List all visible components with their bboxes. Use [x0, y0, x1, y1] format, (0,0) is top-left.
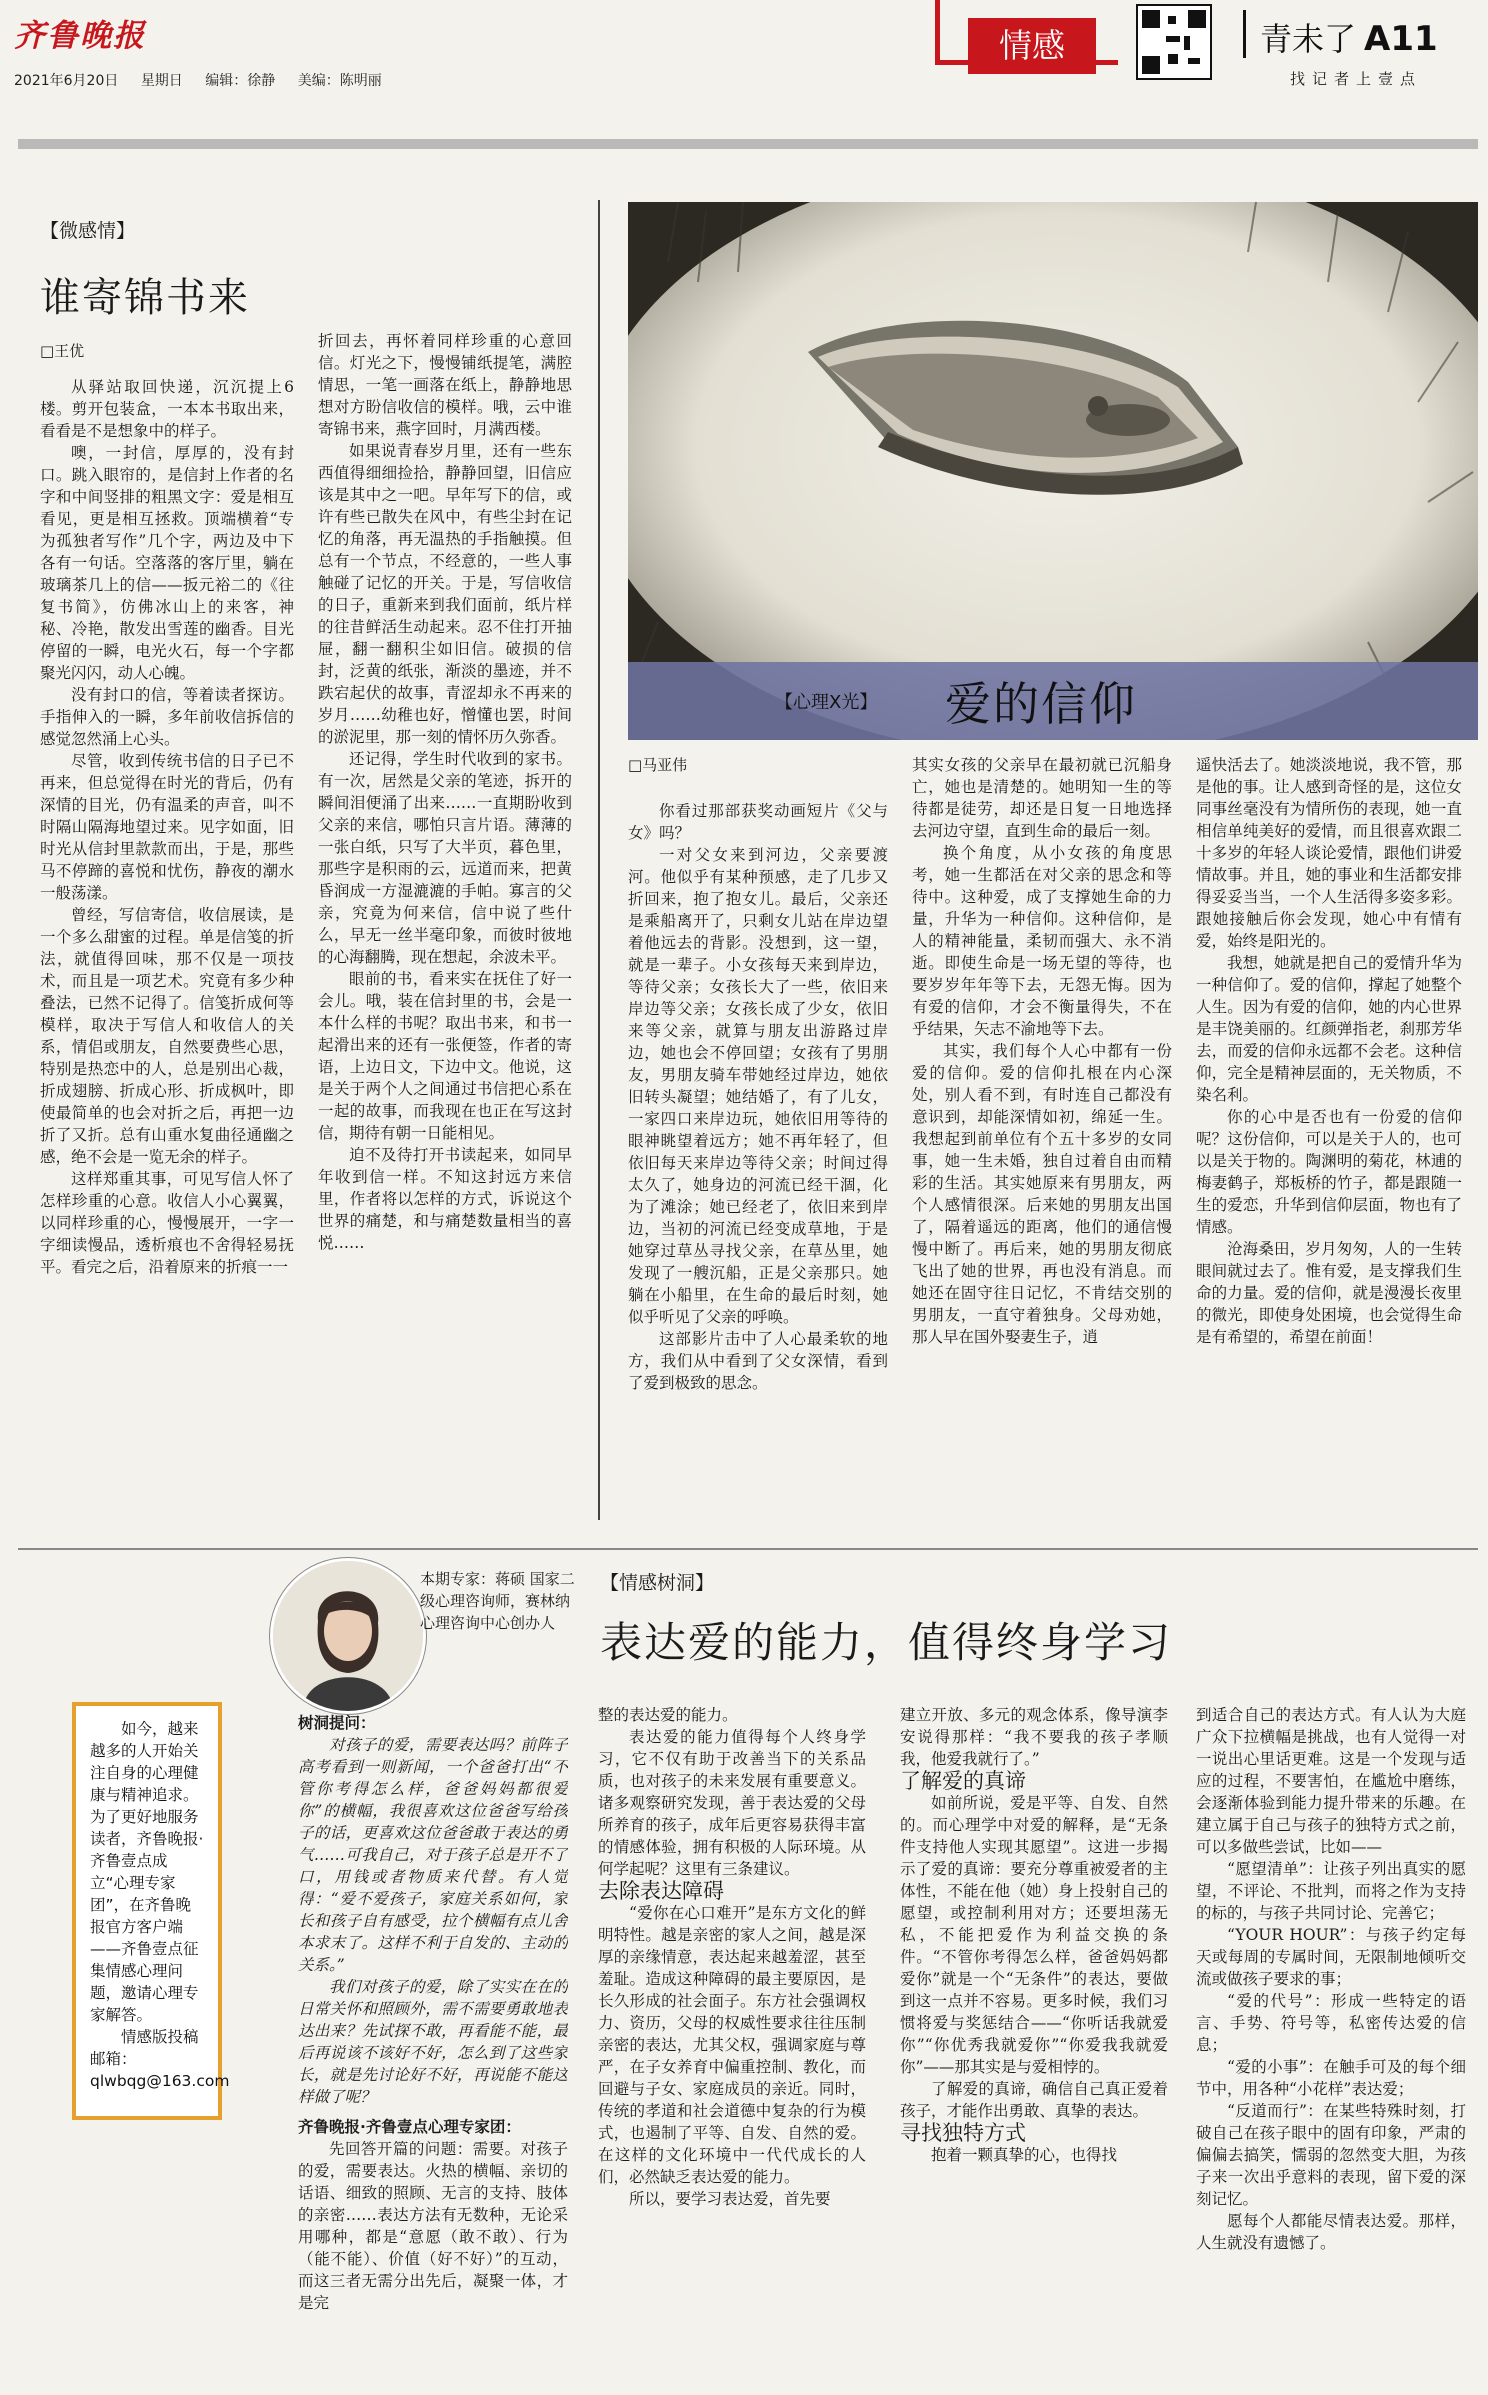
- paragraph: 你看过那部获奖动画短片《父与女》吗？: [628, 802, 888, 842]
- article2-photo: [628, 202, 1478, 740]
- article3-column-2: [598, 1704, 866, 2384]
- editor-credit: 编辑：徐静: [205, 73, 276, 89]
- paragraph: 沧海桑田，岁月匆匆，人的一生转眼间就过去了。惟有爱，是支撑我们生命的力量。爱的信仰，就是漫漫长夜里的微光，即使身处困境，也会觉得生命是有希望的，希望在前面！: [1196, 1240, 1462, 1346]
- paragraph: 先回答开篇的问题：需要。对孩子的爱，需要表达。火热的横幅、亲切的话语、细致的照顾、无言的支持、肢体的亲密……表达方法有无数种，无论采用哪种，都是“意愿（敢不敢）、行为（能不能）、价值（好不好）”的互动，而这三者无需分出先后，凝聚一体，才是完: [298, 2140, 568, 2312]
- paragraph: 没有封口的信，等着读者探访。手指伸入的一瞬，多年前收信拆信的感觉忽然涌上心头。: [40, 686, 294, 748]
- article2-column-3: [1196, 754, 1462, 1524]
- paragraph: 对孩子的爱，需要表达吗？前阵子高考看到一则新闻，一个爸爸打出“不管你考得怎么样，爸爸妈妈都很爱你”的横幅，我很喜欢这位爸爸写给孩子的话，更喜欢这位爸爸敢于表达的勇气……可我自己，对于孩子总是开不了口，用钱或者物质来代替。有人觉得：“爱不爱孩子，家庭关系如何，家长和孩子自有感受，拉个横幅有点儿舍本求末了。这样不利于自发的、主动的关系。”: [298, 1736, 568, 1974]
- issue-meta: [14, 70, 400, 90]
- paragraph: 噢，一封信，厚厚的，没有封口。跳入眼帘的，是信封上作者的名字和中间竖排的粗黑文字：爱是相互看见，更是相互拯救。顶端横着“专为孤独者写作”几个字，两边及中下各有一句话。空落落的客厅里，躺在玻璃茶几上的信——扳元裕二的《往复书简》，仿佛冰山上的来客，神秘、冷艳，散发出雪莲的幽香。目光停留的一瞬，电光火石，每一个字都聚光闪闪，动人心魄。: [40, 444, 294, 682]
- masthead-motto: 找记者上壹点: [1290, 70, 1423, 88]
- paragraph: 折回去，再怀着同样珍重的心意回信。灯光之下，慢慢铺纸提笔，满腔情思，一笔一画落在纸上，静静地思想对方盼信收信的模样。哦，云中谁寄锦书来，燕字回时，月满西楼。: [318, 332, 572, 438]
- expert-intro: 本期专家：蒋硕 国家二级心理咨询师，赛林纳心理咨询中心创办人: [420, 1570, 575, 1632]
- article1-title: 谁寄锦书来: [40, 275, 250, 321]
- paragraph: “愿望清单”：让孩子列出真实的愿望，不评论、不批判，而将之作为支持的标的，与孩子共同讨论、完善它；: [1196, 1860, 1466, 1922]
- edition-name: 青未了: [1260, 20, 1357, 58]
- paragraph: 遥快活去了。她淡淡地说，我不管，那是他的事。让人感到奇怪的是，这位女同事丝毫没有为情所伤的表现，她一直相信单纯美好的爱情，而且很喜欢跟二十多岁的年轻人谈论爱情，跟他们讲爱情故事。并且，她的事业和生活都安排得妥妥当当，一个人生活得多姿多彩。跟她接触后你会发现，她心中有情有爱，始终是阳光的。: [1196, 756, 1462, 950]
- boat-illustration: [628, 202, 1478, 740]
- article2-column-1: [628, 800, 888, 1524]
- section-divider: [18, 1548, 1478, 1550]
- paragraph: 你的心中是否也有一份爱的信仰呢？这份信仰，可以是关于人的，也可以是关于物的。陶渊明的菊花，林逋的梅妻鹤子，郑板桥的竹子，都是跟随一生的爱恋，升华到信仰层面，物也有了情感。: [1196, 1108, 1462, 1236]
- paragraph: 我们对孩子的爱，除了实实在在的日常关怀和照顾外，需不需要勇敢地表达出来？先试探不敢，再看能不能，最后再说该不该好不好，怎么到了这些家长，就是先讨论好不好，再说能不能这样做了呢？: [298, 1978, 568, 2106]
- paragraph: 了解爱的真谛，确信自己真正爱着孩子，才能作出勇敢、真挚的表达。: [900, 2080, 1168, 2120]
- article3-column-3: [900, 1704, 1168, 2384]
- issue-weekday: 星期日: [140, 73, 183, 89]
- paragraph: 其实女孩的父亲早在最初就已沉船身亡，她也是清楚的。她明知一生的等待都是徒劳，却还是日复一日地选择去河边守望，直到生命的最后一刻。: [912, 756, 1172, 840]
- masthead-divider: [1243, 10, 1246, 58]
- paragraph: 这部影片击中了人心最柔软的地方，我们从中看到了父女深情，看到了爱到极致的思念。: [628, 1330, 888, 1392]
- paragraph: 抱着一颗真挚的心，也得找: [931, 2146, 1118, 2164]
- treehole-section-tag: 【情感树洞】: [600, 1572, 715, 1594]
- qr-code-icon: [1136, 4, 1212, 80]
- column-separator: [598, 200, 600, 1520]
- paragraph: “爱的代号”：形成一些特定的语言、手势、符号等，私密传达爱的信息；: [1196, 1992, 1466, 2054]
- paragraph: “反道而行”：在某些特殊时刻，打破自己在孩子眼中的固有印象，严肃的偏偏去搞笑，懦弱的忽然变大胆，为孩子来一次出乎意料的表现，留下爱的深刻记忆。: [1196, 2102, 1466, 2208]
- paragraph: 尽管，收到传统书信的日子已不再来，但总觉得在时光的背后，仍有深情的目光，仍有温柔的声音，叫不时隔山隔海地望过来。见字如面，旧时光从信封里款款而出，于是，那些马不停蹄的喜悦和忧伤，静夜的潮水一般荡漾。: [40, 752, 294, 902]
- article2-author: □马亚伟: [628, 756, 688, 774]
- paragraph: 这样郑重其事，可见写信人怀了怎样珍重的心意。收信人小心翼翼，以同样珍重的心，慢慢展开，一字一字细读慢品，透析痕也不舍得轻易抚平。看完之后，沿着原来的折痕一一: [40, 1170, 294, 1276]
- paragraph: 表达爱的能力值得每个人终身学习，它不仅有助于改善当下的关系品质，也对孩子的未来发展有重要意义。诸多观察研究发现，善于表达爱的父母所养育的孩子，成年后更容易获得丰富的情感体验，拥有积极的人际环境。从何学起呢？这里有三条建议。: [598, 1728, 866, 1878]
- masthead: [0, 0, 1488, 150]
- answer-heading: 齐鲁晚报·齐鲁壹点心理专家团：: [298, 2118, 521, 2136]
- newspaper-logo: 齐鲁晚报: [14, 18, 146, 54]
- expert-avatar: [270, 1558, 426, 1714]
- notice-footer: 情感版投稿邮箱：qlwbqg@163.com: [90, 2028, 230, 2090]
- paragraph: 眼前的书，看来实在抚住了好一会儿。哦，装在信封里的书，会是一本什么样的书呢？取出书来，和书一起滑出来的还有一张便签，作者的寄语，上边日文，下边中文。他说，这是关于两个人之间通过书信把心系在一起的故事，而我现在也正在写这封信，期待有朝一日能相见。: [318, 970, 572, 1142]
- treehole-title: 表达爱的能力，值得终身学习: [600, 1618, 1173, 1667]
- paragraph: 愿每个人都能尽情表达爱。那样，人生就没有遗憾了。: [1196, 2212, 1466, 2252]
- paragraph: 其实，我们每个人心中都有一份爱的信仰。爱的信仰扎根在内心深处，别人看不到，有时连自己都没有意识到，却能深情如初，绵延一生。我想起到前单位有个五十多岁的女同事，她一生未婚，独自过着自由而精彩的生活。其实她原来有男朋友，两个人感情很深。后来她的男朋友出国了，隔着遥远的距离，他们的通信慢慢中断了。再后来，她的男朋友彻底飞出了她的世界，再也没有消息。而她还在固守往日记忆，不肯结交别的男朋友，一直守着独身。父母劝她，那人早在国外娶妻生子，逍: [912, 1042, 1172, 1346]
- paragraph: 如前所说，爱是平等、自发、自然的。而心理学中对爱的解释，是“无条件支持他人实现其愿望”。这进一步揭示了爱的真谛：要充分尊重被爱者的主体性，不能在他（她）身上投射自己的愿望，或控制利用对方；还要坦荡无私，不能把爱作为利益交换的条件。“不管你考得怎么样，爸爸妈妈都爱你”就是一个“无条件”的表达，要做到这一点并不容易。更多时候，我们习惯将爱与奖惩结合——“你听话我就爱你”“你优秀我就爱你”“你爱我我就爱你”——那其实是与爱相悖的。: [900, 1794, 1168, 2076]
- paragraph: 所以，要学习表达爱，首先要: [629, 2190, 831, 2208]
- paragraph: “YOUR HOUR”：与孩子约定每天或每周的专属时间，无限制地倾听交流或做孩子要求的事；: [1196, 1926, 1466, 1988]
- article2-column-2: [912, 754, 1172, 1524]
- notice-box: [72, 1702, 230, 2120]
- paragraph: 我想，她就是把自己的爱情升华为一种信仰了。爱的信仰，撑起了她整个人生。因为有爱的信仰，她的内心世界是丰饶美丽的。红颜弹指老，刹那芳华去，而爱的信仰永远都不会老。这种信仰，完全是精神层面的，无关物质，不染名利。: [1196, 954, 1462, 1104]
- paragraph: 到适合自己的表达方式。有人认为大庭广众下拉横幅是挑战，也有人觉得一对一说出心里话更难。这是一个发现与适应的过程，不要害怕，在尴尬中磨练，会逐渐体验到能力提升带来的乐趣。在建立属于自己与孩子的独特方式之前，可以多做些尝试，比如——: [1196, 1706, 1466, 1856]
- article3-column-4: [1196, 1704, 1466, 2384]
- paragraph: 整的表达爱的能力。: [598, 1706, 738, 1724]
- article1-column-2: [318, 330, 572, 1524]
- paragraph: 一对父女来到河边，父亲要渡河。他似乎有某种预感，走了几步又折回来，抱了抱女儿。最后，父亲还是乘船离开了，只剩女儿站在岸边望着他远去的背影。没想到，这一望，就是一辈子。小女孩每天来到岸边，等待父亲；女孩长大了一些，依旧来岸边等父亲；女孩长成了少女，依旧来等父亲，就算与朋友出游路过岸边，她也会不停回望；女孩有了男朋友，男朋友骑车带她经过岸边，她依旧转头凝望；她结婚了，有了儿女，一家四口来岸边玩，她依旧用等待的眼神眺望着远方；她不再年轻了，但依旧每天来岸边等待父亲；时间过得太久了，她身边的河流已经干涸，化为了滩涂；她已经老了，依旧来到岸边，当初的河流已经变成草地，于是她穿过草丛寻找父亲，在草丛里，她发现了一艘沉船，正是父亲那只。她躺在小船里，在生命的最后时刻，她似乎听见了父亲的呼唤。: [628, 846, 888, 1326]
- paragraph: “爱你在心口难开”是东方文化的鲜明特性。越是亲密的家人之间，越是深厚的亲缘情意，表达起来越羞涩，甚至羞耻。造成这种障碍的最主要原因，是长久形成的社会面子。东方社会强调权力、资历，父母的权威性要求往往压制亲密的表达，尤其父权，强调家庭与尊严，在子女养育中偏重控制、教化，而回避与子女、家庭成员的亲近。同时，传统的孝道和社会道德中复杂的行为模式，也遏制了平等、自发、自然的爱。在这样的文化环境中一代代成长的人们，必然缺乏表达爱的能力。: [598, 1904, 866, 2186]
- photo-caption-tag: 【心理X光】: [775, 692, 878, 713]
- paragraph: 迫不及待打开书读起来，如同早年收到信一样。不知这封远方来信里，作者将以怎样的方式，诉说这个世界的痛楚，和与痛楚数量相当的喜悦……: [318, 1146, 572, 1252]
- article1-section-tag: 【微感情】: [40, 220, 136, 242]
- subheading: 去除表达障碍: [598, 1879, 724, 1903]
- notice-body: 如今，越来越多的人开始关注自身的心理健康与精神追求。为了更好地服务读者，齐鲁晚报·齐鲁壹点成立“心理专家团”，在齐鲁晚报官方客户端——齐鲁壹点征集情感心理问题，邀请心理专家解答。: [90, 1720, 204, 2024]
- paragraph: 建立开放、多元的观念体系，像导演李安说得那样：“我不要我的孩子孝顺我，他爱我就行了。”: [900, 1706, 1168, 1768]
- edition-title: [1260, 14, 1438, 60]
- article1-author: □王优: [40, 342, 85, 360]
- article1-column-1: [40, 376, 294, 1524]
- issue-date: 2021年6月20日: [14, 73, 119, 89]
- article3-column-1: [298, 1704, 568, 2384]
- designer-credit: 美编：陈明丽: [297, 73, 382, 89]
- question-heading: 树洞提问：: [298, 1714, 376, 1732]
- paragraph: 曾经，写信寄信，收信展读，是一个多么甜蜜的过程。单是信笺的折法，就值得回味，那不仅是一项技术，而且是一项艺术。究竟有多少种叠法，已然不记得了。信笺折成何等模样，取决于写信人和收信人的关系，情侣或朋友，自然要费些心思，特别是热恋中的人，总是别出心裁，折成翅膀、折成心形、折成枫叶，即使最简单的也会对折之后，再把一边折了又折。总有山重水复曲径通幽之感，绝不会是一览无余的样子。: [40, 906, 294, 1166]
- page-number: A11: [1364, 19, 1438, 59]
- paragraph: 换个角度，从小女孩的角度思考，她一生都活在对父亲的思念和等待中。这种爱，成了支撑她生命的力量，升华为一种信仰。这种信仰，是人的精神能量，柔韧而强大、永不消逝。即使生命是一场无望的等待，也要岁岁年年等下去，无怨无悔。因为有爱的信仰，才会不衡量得失，不在乎结果，矢志不渝地等下去。: [912, 844, 1172, 1038]
- subheading: 了解爱的真谛: [900, 1769, 1026, 1793]
- paragraph: 从驿站取回快递，沉沉提上6楼。剪开包装盒，一本本书取出来，看看是不是想象中的样子。: [40, 378, 294, 440]
- paragraph: 如果说青春岁月里，还有一些东西值得细细捡拾，静静回望，旧信应该是其中之一吧。早年写下的信，或许有些已散失在风中，有些尘封在记忆的角落，再无温热的手指触摸。但总有一个节点，不经意的，一些人事触碰了记忆的开关。于是，写信收信的日子，重新来到我们面前，纸片样的往昔鲜活生动起来。忍不住打开抽屉，翻一翻积尘如旧信。破损的信封，泛黄的纸张，渐淡的墨迹，并不跌宕起伏的故事，青涩却永不再来的岁月……幼稚也好，憎懂也罢，时间的淤泥里，那一刻的情怀历久弥香。: [318, 442, 572, 746]
- photo-caption-title: 爱的信仰: [945, 677, 1137, 731]
- paragraph: “爱的小事”：在触手可及的每个细节中，用各种“小花样”表达爱；: [1196, 2058, 1466, 2098]
- section-label: 情感: [968, 18, 1096, 74]
- subheading: 寻找独特方式: [900, 2121, 1026, 2145]
- paragraph: 还记得，学生时代收到的家书。有一次，居然是父亲的笔迹，拆开的瞬间泪便涌了出来……一直期盼收到父亲的来信，哪怕只言片语。薄薄的一张白纸，只写了大半页，暮色里，那些字是积雨的云，远道而来，把黄昏润成一方湿漉漉的手帕。寡言的父亲，究竟为何来信，信中说了些什么，早无一丝半毫印象，而彼时彼地的心海翻腾，现在想起，余波未平。: [318, 750, 572, 966]
- masthead-rule: [18, 139, 1478, 149]
